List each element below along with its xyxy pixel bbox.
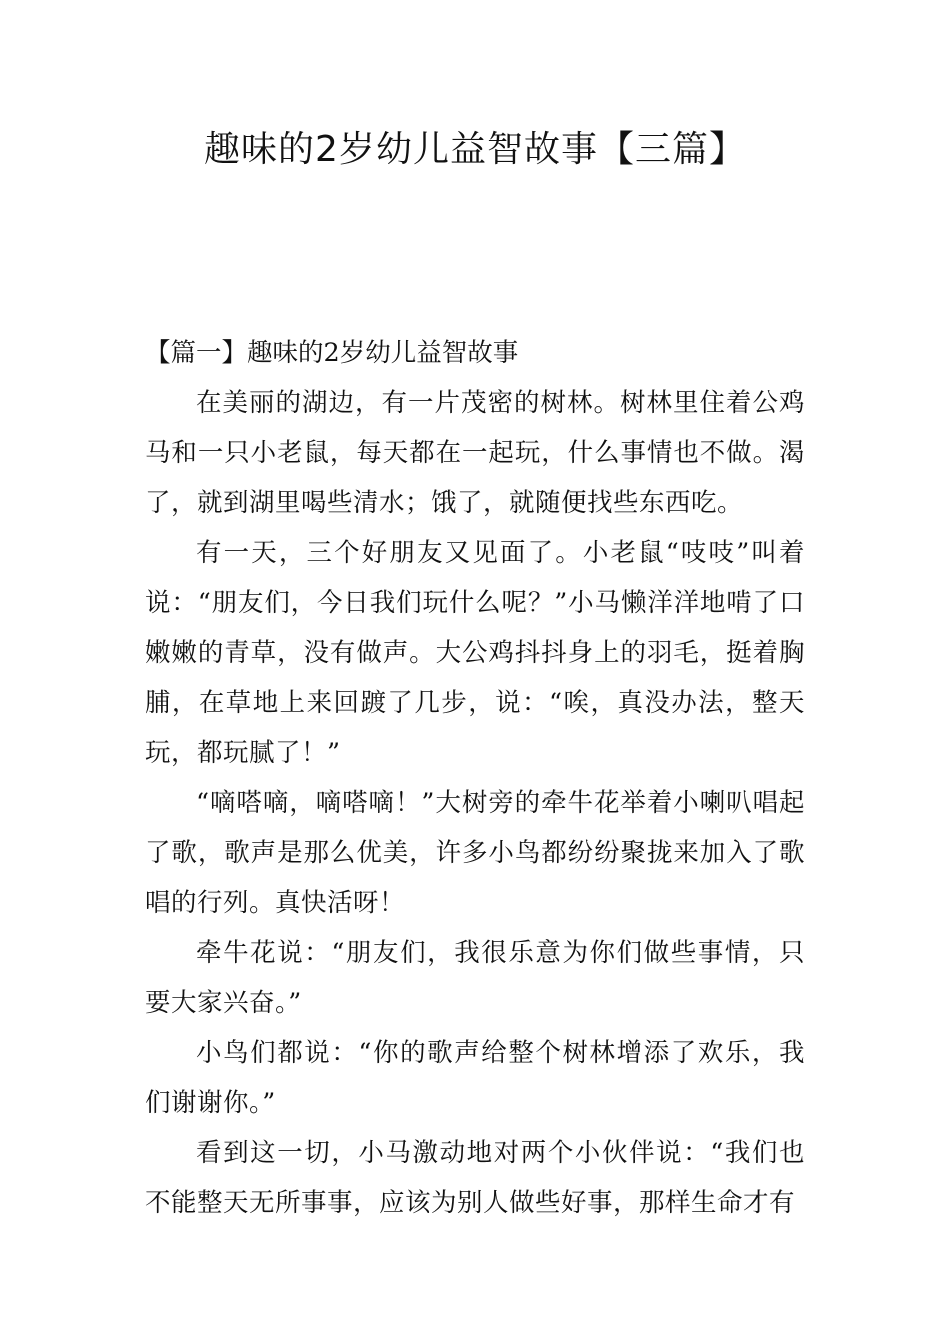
- paragraph-1: 在美丽的湖边，有一片茂密的树林。树林里住着公鸡马和一只小老鼠，每天都在一起玩，什么事情也不做。渴了，就到湖里喝些清水；饿了，就随便找些东西吃。: [145, 388, 805, 518]
- paragraph-2: 有一天，三个好朋友又见面了。小老鼠“吱吱”叫着说：“朋友们，今日我们玩什么呢？”小马懒洋洋地啃了口嫩嫩的青草，没有做声。大公鸡抖抖身上的羽毛，挺着胸脯，在草地上来回踱了几步，说：“唉，真没办法，整天玩，都玩腻了！”: [145, 538, 805, 768]
- paragraph-5: 小鸟们都说：“你的歌声给整个树林增添了欢乐，我们谢谢你。”: [145, 1038, 805, 1118]
- section-heading: 【篇一】趣味的2岁幼儿益智故事: [145, 338, 519, 368]
- paragraph-6: 看到这一切，小马激动地对两个小伙伴说：“我们也不能整天无所事事，应该为别人做些好事，那样生命才有: [145, 1138, 805, 1218]
- document-title: 趣味的2岁幼儿益智故事【三篇】: [204, 129, 746, 170]
- document-body: [145, 328, 805, 1228]
- paragraph-4: 牵牛花说：“朋友们，我很乐意为你们做些事情，只要大家兴奋。”: [145, 938, 805, 1018]
- paragraph-3: “嘀嗒嘀，嘀嗒嘀！”大树旁的牵牛花举着小喇叭唱起了歌，歌声是那么优美，许多小鸟都纷纷聚拢来加入了歌唱的行列。真快活呀！: [145, 788, 805, 918]
